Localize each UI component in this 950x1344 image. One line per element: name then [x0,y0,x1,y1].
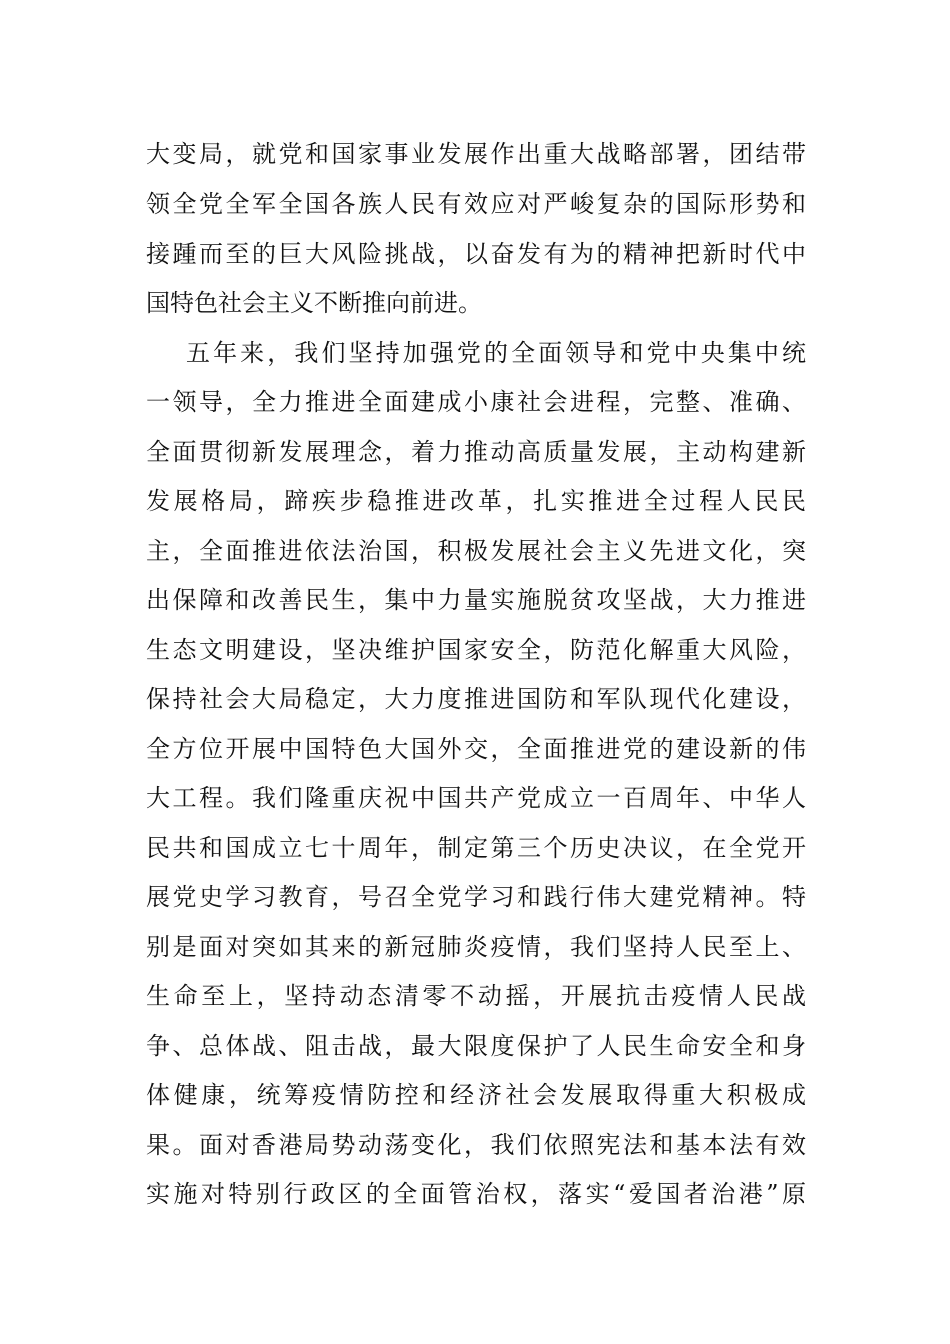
text-line-18: 生命至上，坚持动态清零不动摇，开展抗击疫情人民战 [146,982,806,1010]
text-line-21: 果。面对香港局势动荡变化，我们依照宪法和基本法有效 [146,1131,806,1159]
text-line-12: 保持社会大局稳定，大力度推进国防和军队现代化建设， [146,685,806,713]
text-line-10: 出保障和改善民生，集中力量实施脱贫攻坚战，大力推进 [146,586,806,614]
text-line-13: 全方位开展中国特色大国外交，全面推进党的建设新的伟 [146,735,806,763]
text-line-2: 领全党全军全国各族人民有效应对严峻复杂的国际形势和 [146,190,806,218]
text-line-6: 一领导，全力推进全面建成小康社会进程，完整、准确、 [146,388,806,416]
text-line-3: 接踵而至的巨大风险挑战，以奋发有为的精神把新时代中 [146,240,806,268]
text-line-16: 展党史学习教育，号召全党学习和践行伟大建党精神。特 [146,883,806,911]
text-line-20: 体健康，统筹疫情防控和经济社会发展取得重大积极成 [146,1081,806,1109]
text-line-17: 别是面对突如其来的新冠肺炎疫情，我们坚持人民至上、 [146,933,806,961]
text-line-22: 实施对特别行政区的全面管治权，落实“爱国者治港”原 [146,1180,806,1208]
text-line-1: 大变局，就党和国家事业发展作出重大战略部署，团结带 [146,140,806,168]
text-line-11: 生态文明建设，坚决维护国家安全，防范化解重大风险， [146,636,806,664]
text-line-14: 大工程。我们隆重庆祝中国共产党成立一百周年、中华人 [146,784,806,812]
text-line-4: 国特色社会主义不断推向前进。 [146,289,482,317]
text-line-8: 发展格局，蹄疾步稳推进改革，扎实推进全过程人民民 [146,487,806,515]
text-line-7: 全面贯彻新发展理念，着力推动高质量发展，主动构建新 [146,438,806,466]
text-line-19: 争、总体战、阻击战，最大限度保护了人民生命安全和身 [146,1032,806,1060]
text-line-15: 民共和国成立七十周年，制定第三个历史决议，在全党开 [146,834,806,862]
text-line-9: 主，全面推进依法治国，积极发展社会主义先进文化，突 [146,537,806,565]
text-line-5: 五年来，我们坚持加强党的全面领导和党中央集中统 [186,339,806,367]
